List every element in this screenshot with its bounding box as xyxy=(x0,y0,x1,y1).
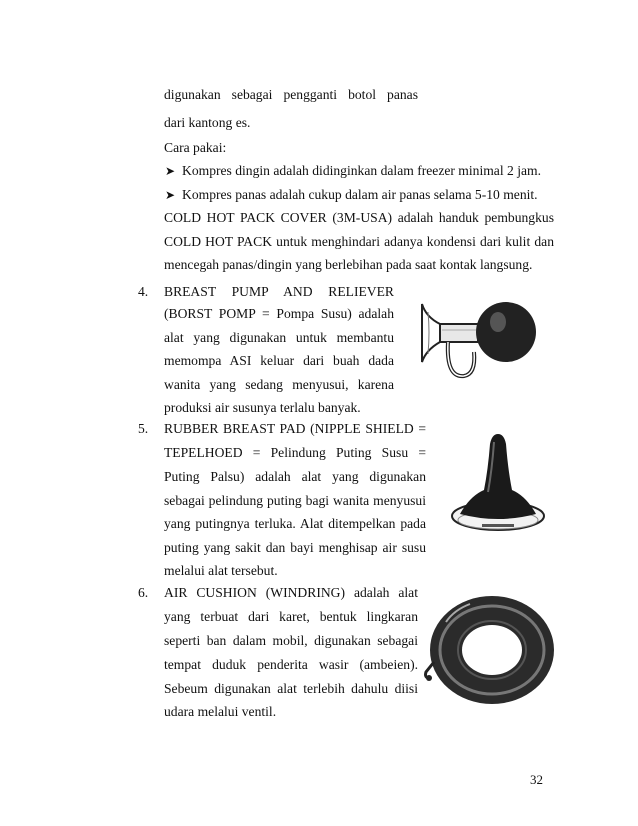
bullet-item-2: Kompres panas adalah cukup dalam air panas selama 5-10 menit. xyxy=(182,187,538,202)
item-6-line-5: Sebeum digunakan alat terlebih dahulu diisi xyxy=(164,681,418,696)
usage-label: Cara pakai: xyxy=(164,140,227,155)
item-5-line-5: yang putingnya terluka. Alat ditempelkan pada xyxy=(164,516,426,531)
item-5-line-3: Puting Palsu) adalah alat yang digunakan xyxy=(164,469,426,484)
item-5-line-1: RUBBER BREAST PAD (NIPPLE SHIELD = xyxy=(164,421,426,436)
intro-line-1: digunakan sebagai pengganti botol panas xyxy=(164,87,418,102)
item-6-line-2: yang terbuat dari karet, bentuk lingkaran xyxy=(164,609,418,624)
cover-line-1: COLD HOT PACK COVER (3M-USA) adalah handuk pembungkus xyxy=(164,210,554,225)
item-4-line-1: BREAST PUMP AND RELIEVER xyxy=(164,284,394,299)
item-5-line-6: puting yang sakit dan bayi menghisap air susu xyxy=(164,540,426,555)
item-4-line-3: alat yang digunakan untuk membantu xyxy=(164,330,394,345)
item-4-line-4: memompa ASI keluar dari buah dada xyxy=(164,353,394,368)
bullet-item-1: Kompres dingin adalah didinginkan dalam freezer minimal 2 jam. xyxy=(182,163,541,178)
item-5-line-2: TEPELHOED = Pelindung Puting Susu = xyxy=(164,445,426,460)
air-cushion-illustration xyxy=(424,592,558,710)
intro-line-2: dari kantong es. xyxy=(164,115,251,130)
arrow-bullet-icon: ➤ xyxy=(165,164,176,178)
item-4-line-6: produksi air susunya terlalu banyak. xyxy=(164,400,361,415)
item-6-line-3: seperti ban dalam mobil, digunakan sebagai xyxy=(164,633,418,648)
item-4-line-2: (BORST POMP = Pompa Susu) adalah xyxy=(164,306,394,321)
item-4-line-5: wanita yang sedang menyusui, karena xyxy=(164,377,394,392)
item-number: 4. xyxy=(138,284,149,299)
item-6-line-1: AIR CUSHION (WINDRING) adalah alat xyxy=(164,585,418,600)
cover-line-2: COLD HOT PACK untuk menghindari adanya kondensi dari kulit dan xyxy=(164,234,554,249)
item-number: 6. xyxy=(138,585,149,600)
arrow-bullet-icon: ➤ xyxy=(165,188,176,202)
item-6-line-4: tempat duduk penderita wasir (ambeien). xyxy=(164,657,418,672)
page-number: 32 xyxy=(530,772,543,787)
nipple-shield-illustration xyxy=(448,430,548,542)
item-6-line-6: udara melalui ventil. xyxy=(164,704,277,719)
item-number: 5. xyxy=(138,421,149,436)
breast-pump-illustration xyxy=(418,290,542,386)
item-5-line-7: melalui alat tersebut. xyxy=(164,563,278,578)
cover-line-3: mencegah panas/dingin yang berlebihan pada saat kontak langsung. xyxy=(164,257,533,272)
item-5-line-4: sebagai pelindung puting bagi wanita menyusui xyxy=(164,493,426,508)
